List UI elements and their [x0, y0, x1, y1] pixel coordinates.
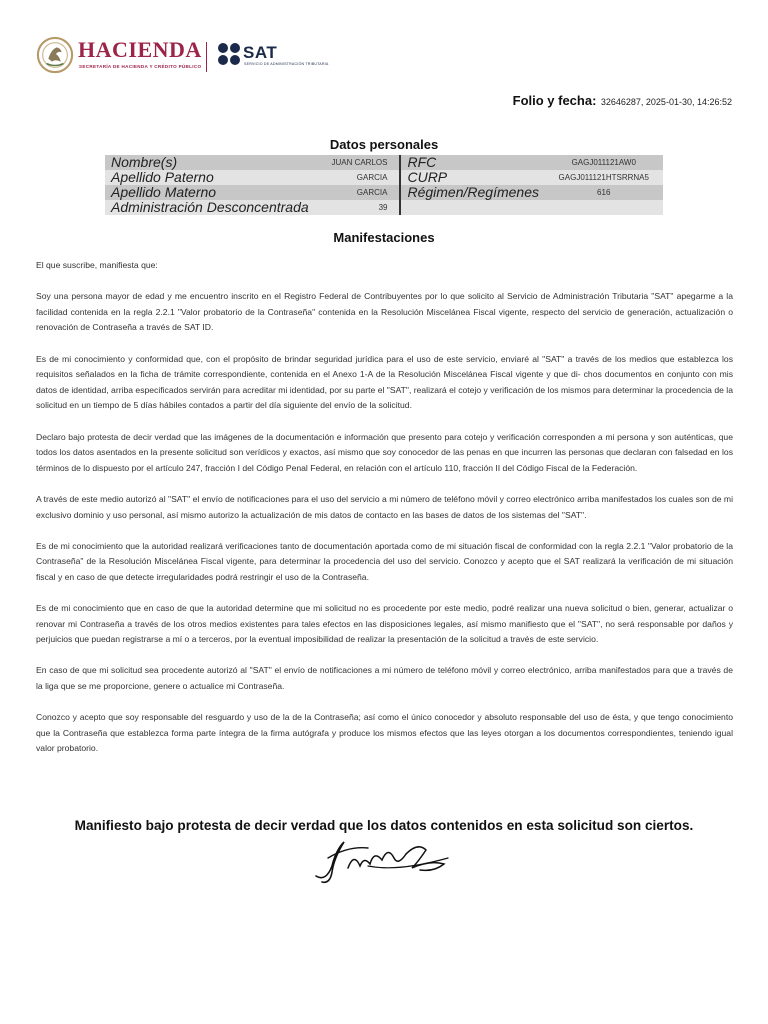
paragraph: En caso de que mi solicitud sea procedente autorizó al "SAT" el envío de notificaciones a mi número de teléfono móvil y correo electrónico, arriba manifestados para que a través de la liga que se me proporcione, genere o actualice mi Contraseña. — [36, 665, 733, 692]
field-value: GAGJ011121HTSRRNA5 — [550, 170, 663, 185]
paragraph: El que suscribe, manifiesta que: — [36, 260, 158, 270]
handwritten-signature — [308, 836, 458, 888]
field-value: JUAN CARLOS — [323, 155, 401, 170]
datos-personales-title: Datos personales — [329, 137, 439, 152]
manifestaciones-title: Manifestaciones — [333, 230, 435, 245]
table-row — [105, 185, 663, 200]
paragraph: Es de mi conocimiento que en caso de que la autoridad determine que mi solicitud no es procedente por este medio, podré realizar una nueva solicitud o bien, generar, actualizar o renovar mi Contraseña a través de los otros medios existentes para tales efectos en las disposiciones legales, así mismo manifiesto que el "SAT", no será responsable por daños y perjuicios que puedan registrarse a mí o a terceros, por la eventual imposibilidad de realizar la presentación de la solicitud a través de este servicio. — [36, 603, 733, 645]
field-value: GARCIA — [323, 170, 401, 185]
folio-label: Folio y fecha: — [512, 93, 597, 108]
field-label: CURP — [400, 170, 550, 185]
paragraph: A través de este medio autorizó al "SAT" el envío de notificaciones para el uso del servicio a mi número de teléfono móvil y correo electrónico arriba manifestados los cuales son de mi exclusivo dominio y uso personal, así mismo autorizo la actualización de mis datos de contacto en las bases de datos de los sistemas del "SAT". — [36, 493, 733, 520]
field-value: 39 — [323, 200, 401, 215]
paragraph: Es de mi conocimiento que la autoridad realizará verificaciones tanto de documentación aportada como de mi situación fiscal de conformidad con la regla 2.2.1 "Valor probatorio de la Contraseña" de la Resolución Miscelánea Fiscal vigente, para determinar la procedencia del uso del servicio. Conozco y acepto que el SAT realizará la verificación de mi situación fiscal y en caso de que detecte irregularidades podrá restringir el uso de la Contraseña. — [36, 540, 733, 582]
table-row — [105, 155, 663, 170]
datos-personales-table — [105, 155, 663, 215]
header-divider — [206, 42, 207, 72]
field-label: Apellido Paterno — [105, 170, 323, 185]
field-label: Administración Desconcentrada — [105, 200, 323, 215]
sat-wordmark: SAT — [243, 43, 278, 62]
sat-subtitle: SERVICIO DE ADMINISTRACIÓN TRIBUTARIA — [244, 62, 329, 66]
field-value: GARCIA — [323, 185, 401, 200]
paragraph: Soy una persona mayor de edad y me encuentro inscrito en el Registro Federal de Contribuyentes por lo que solicito al Servicio de Administración Tributaria "SAT" apegarme a la facilidad contenida en la regla 2.2.1 "Valor probatorio de la Contraseña" contenida en la Resolución Miscelánea Fiscal vigente, respecto del servicio de generación, actualización o renovación de Contraseña a través de SAT ID. — [36, 291, 733, 333]
paragraph: Conozco y acepto que soy responsable del resguardo y uso de la de la Contraseña; así como el único conocedor y absoluto responsable del uso de ésta, y que tengo conocimiento que la Contraseña que establezca forma parte íntegra de la firma autógrafa y produce los mismos efectos que las leyes otorgan a los documentos correspondientes, teniendo igual valor probatorio. — [36, 712, 733, 754]
sat-logo-icon — [217, 42, 241, 66]
table-row — [105, 170, 663, 185]
field-label: Apellido Materno — [105, 185, 323, 200]
manifestaciones-body — [36, 258, 733, 773]
field-value: GAGJ011121AW0 — [550, 155, 663, 170]
field-value: 616 — [550, 185, 663, 200]
table-row — [105, 200, 663, 215]
folio-value: 32646287, 2025-01-30, 14:26:52 — [600, 97, 732, 107]
field-value-empty — [550, 200, 663, 215]
document-header — [36, 34, 736, 78]
folio-line — [513, 92, 732, 110]
national-seal-logo — [36, 36, 74, 74]
field-label: Nombre(s) — [105, 155, 323, 170]
declaration-statement: Manifiesto bajo protesta de decir verdad que los datos contenidos en esta solicitud son ciertos. — [74, 818, 694, 833]
field-label: Régimen/Regímenes — [400, 185, 550, 200]
paragraph: Es de mi conocimiento y conformidad que, con el propósito de brindar seguridad jurídica para el uso de este servicio, enviaré al "SAT" a través de los medios que establezca los requisitos señalados en la ficha de trámite correspondiente, contenida en el Anexo 1-A de la Resolución Miscelánea Fiscal vigente y que di- chos documentos en conjunto con mis datos de identidad, arriba especificados servirán para acreditar mi identidad, por su parte el "SAT", realizará el cotejo y verificación de los mismos para determinar la procedencia de la solicitud en un tiempo de 5 días hábiles contados a partir del día siguiente del envío de la solicitud. — [36, 353, 733, 411]
field-label: RFC — [400, 155, 550, 170]
field-label-empty — [400, 200, 550, 215]
hacienda-wordmark: HACIENDA — [78, 37, 202, 62]
hacienda-subtitle: SECRETARÍA DE HACIENDA Y CRÉDITO PÚBLICO — [79, 64, 202, 69]
paragraph: Declaro bajo protesta de decir verdad que las imágenes de la documentación e información que presento para cotejo y verificación corresponden a mi persona y son auténticas, que todos los datos asentados en la presente solicitud son verídicos y exactos, así mismo que soy conocedor de las penas en que incurren las personas que declaran con falsedad en los términos de lo dispuesto por el artículo 247, fracción I del Código Penal Federal, en relación con el artículo 110, fracción II del Código Fiscal de la Federación. — [36, 431, 733, 473]
